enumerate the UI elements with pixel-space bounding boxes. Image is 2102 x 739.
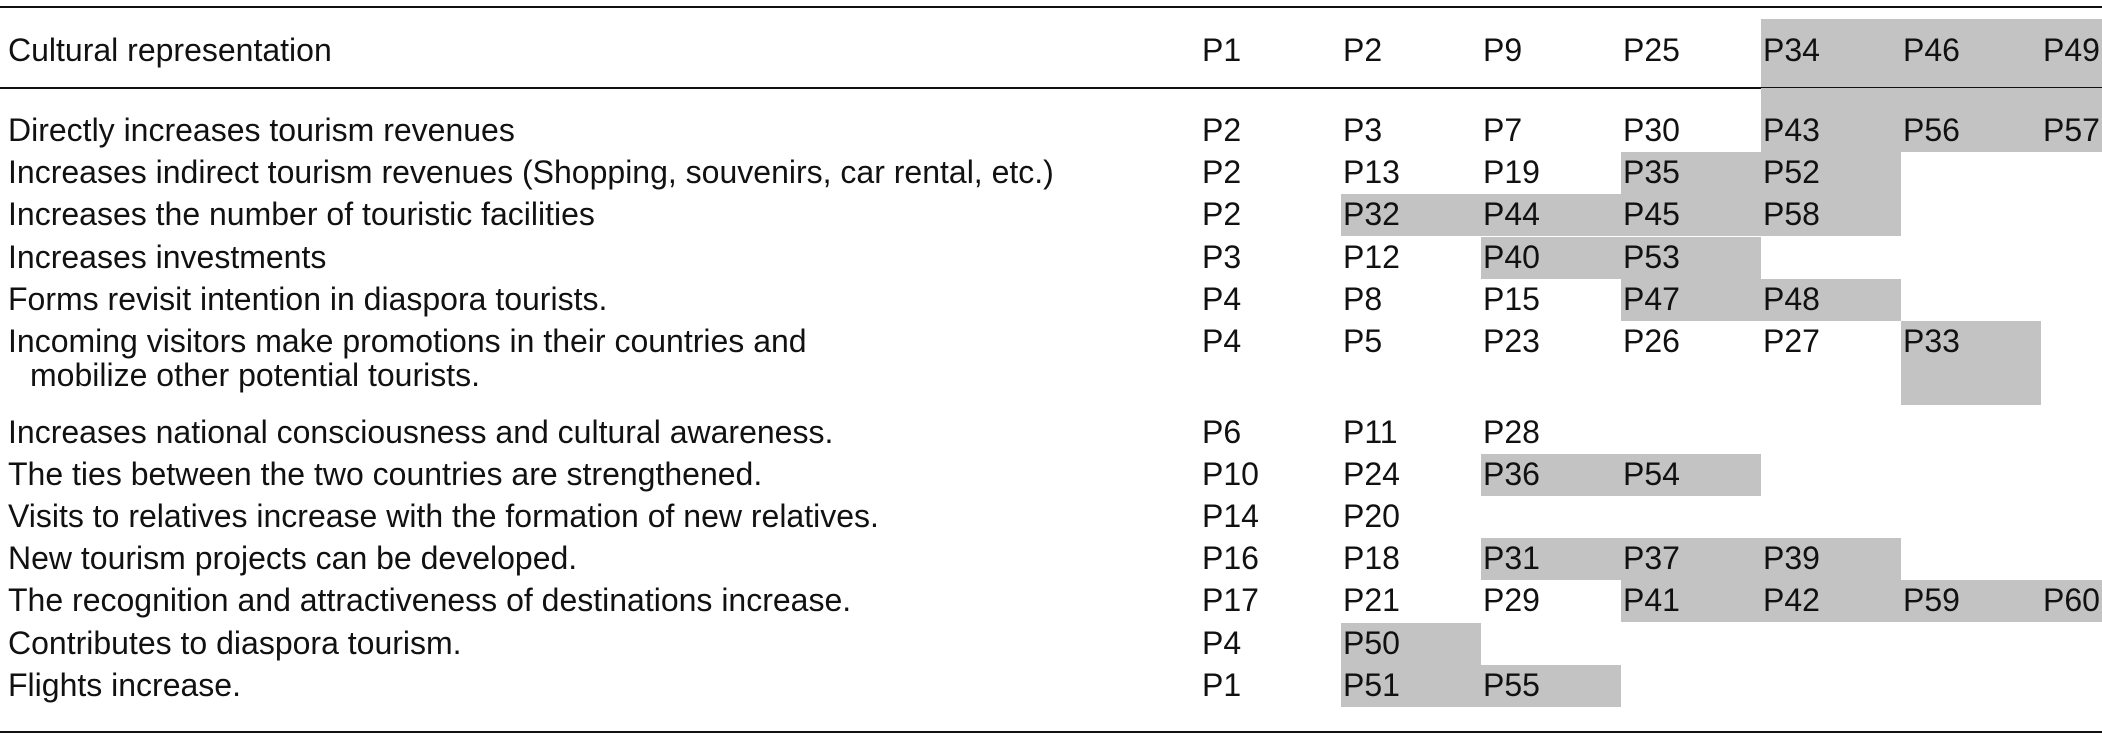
row-label: Forms revisit intention in diaspora tourists. [8,281,608,317]
row-label: Increases investments [8,239,327,275]
table-cell: P35 [1623,154,1680,190]
table-cell: P26 [1623,323,1680,359]
row-label: Directly increases tourism revenues [8,112,515,148]
table-cell: P20 [1343,498,1400,534]
bottom-rule [0,731,2102,733]
table-cell: P27 [1763,323,1820,359]
table-cell: P52 [1763,154,1820,190]
row-label: Increases indirect tourism revenues (Shopping, souvenirs, car rental, etc.) [8,154,1054,190]
table-cell: P29 [1483,582,1540,618]
top-rule [0,6,2102,8]
table-cell: P4 [1202,625,1242,661]
table-cell: P2 [1202,154,1242,190]
table-cell: P1 [1202,667,1242,703]
row-label: New tourism projects can be developed. [8,540,578,576]
row-label: Visits to relatives increase with the formation of new relatives. [8,498,879,534]
table-cell: P23 [1483,323,1540,359]
table-cell: P12 [1343,239,1400,275]
table-cell: P31 [1483,540,1540,576]
table-cell: P19 [1483,154,1540,190]
table-cell: P59 [1903,582,1960,618]
table-cell: P32 [1343,196,1400,232]
table-cell: P7 [1483,112,1523,148]
table-cell: P41 [1623,582,1680,618]
column-header: P1 [1202,32,1242,68]
table-cell: P11 [1343,414,1398,450]
table-cell: P47 [1623,281,1680,317]
table-cell: P6 [1202,414,1242,450]
table-cell: P13 [1343,154,1400,190]
table-cell: P2 [1202,112,1242,148]
table-cell: P10 [1202,456,1259,492]
row-label: Incoming visitors make promotions in their countries and [8,323,807,359]
table-cell: P44 [1483,196,1540,232]
table-cell: P2 [1202,196,1242,232]
column-header: P25 [1623,32,1680,68]
table-cell: P57 [2043,112,2100,148]
table-cell: P5 [1343,323,1383,359]
table-cell: P51 [1343,667,1400,703]
table-cell: P24 [1343,456,1400,492]
table-cell: P54 [1623,456,1680,492]
table-cell: P17 [1202,582,1259,618]
table-cell: P50 [1343,625,1400,661]
row-label: Increases the number of touristic facilities [8,196,595,232]
table-cell: P53 [1623,239,1680,275]
table-cell: P33 [1903,323,1960,359]
row-label: Increases national consciousness and cultural awareness. [8,414,834,450]
table-cell: P4 [1202,281,1242,317]
row-label: The recognition and attractiveness of destinations increase. [8,582,852,618]
column-header: P2 [1343,32,1383,68]
table-cell: P58 [1763,196,1820,232]
row-label: The ties between the two countries are strengthened. [8,456,763,492]
table-cell: P48 [1763,281,1820,317]
row-label: Flights increase. [8,667,241,703]
table-cell: P45 [1623,196,1680,232]
table-cell: P39 [1763,540,1820,576]
table-cell: P60 [2043,582,2100,618]
table-cell: P16 [1202,540,1259,576]
row-label-continued: mobilize other potential tourists. [30,357,480,393]
table-cell: P56 [1903,112,1960,148]
column-header: P46 [1903,32,1960,68]
table-cell: P42 [1763,582,1820,618]
table-cell: P3 [1202,239,1242,275]
column-header: P9 [1483,32,1523,68]
column-header: P34 [1763,32,1820,68]
column-header: P49 [2043,32,2100,68]
table-cell: P3 [1343,112,1383,148]
row-label: Contributes to diaspora tourism. [8,625,462,661]
table-cell: P55 [1483,667,1540,703]
table-cell: P21 [1343,582,1400,618]
table-cell: P28 [1483,414,1540,450]
table-cell: P40 [1483,239,1540,275]
table-cell: P4 [1202,323,1242,359]
table-cell: P37 [1623,540,1680,576]
table-cell: P8 [1343,281,1383,317]
table-cell: P15 [1483,281,1540,317]
header-label: Cultural representation [8,32,332,68]
table-cell: P14 [1202,498,1259,534]
table-cell: P30 [1623,112,1680,148]
table-cell: P18 [1343,540,1400,576]
table-cell: P43 [1763,112,1820,148]
table-cell: P36 [1483,456,1540,492]
